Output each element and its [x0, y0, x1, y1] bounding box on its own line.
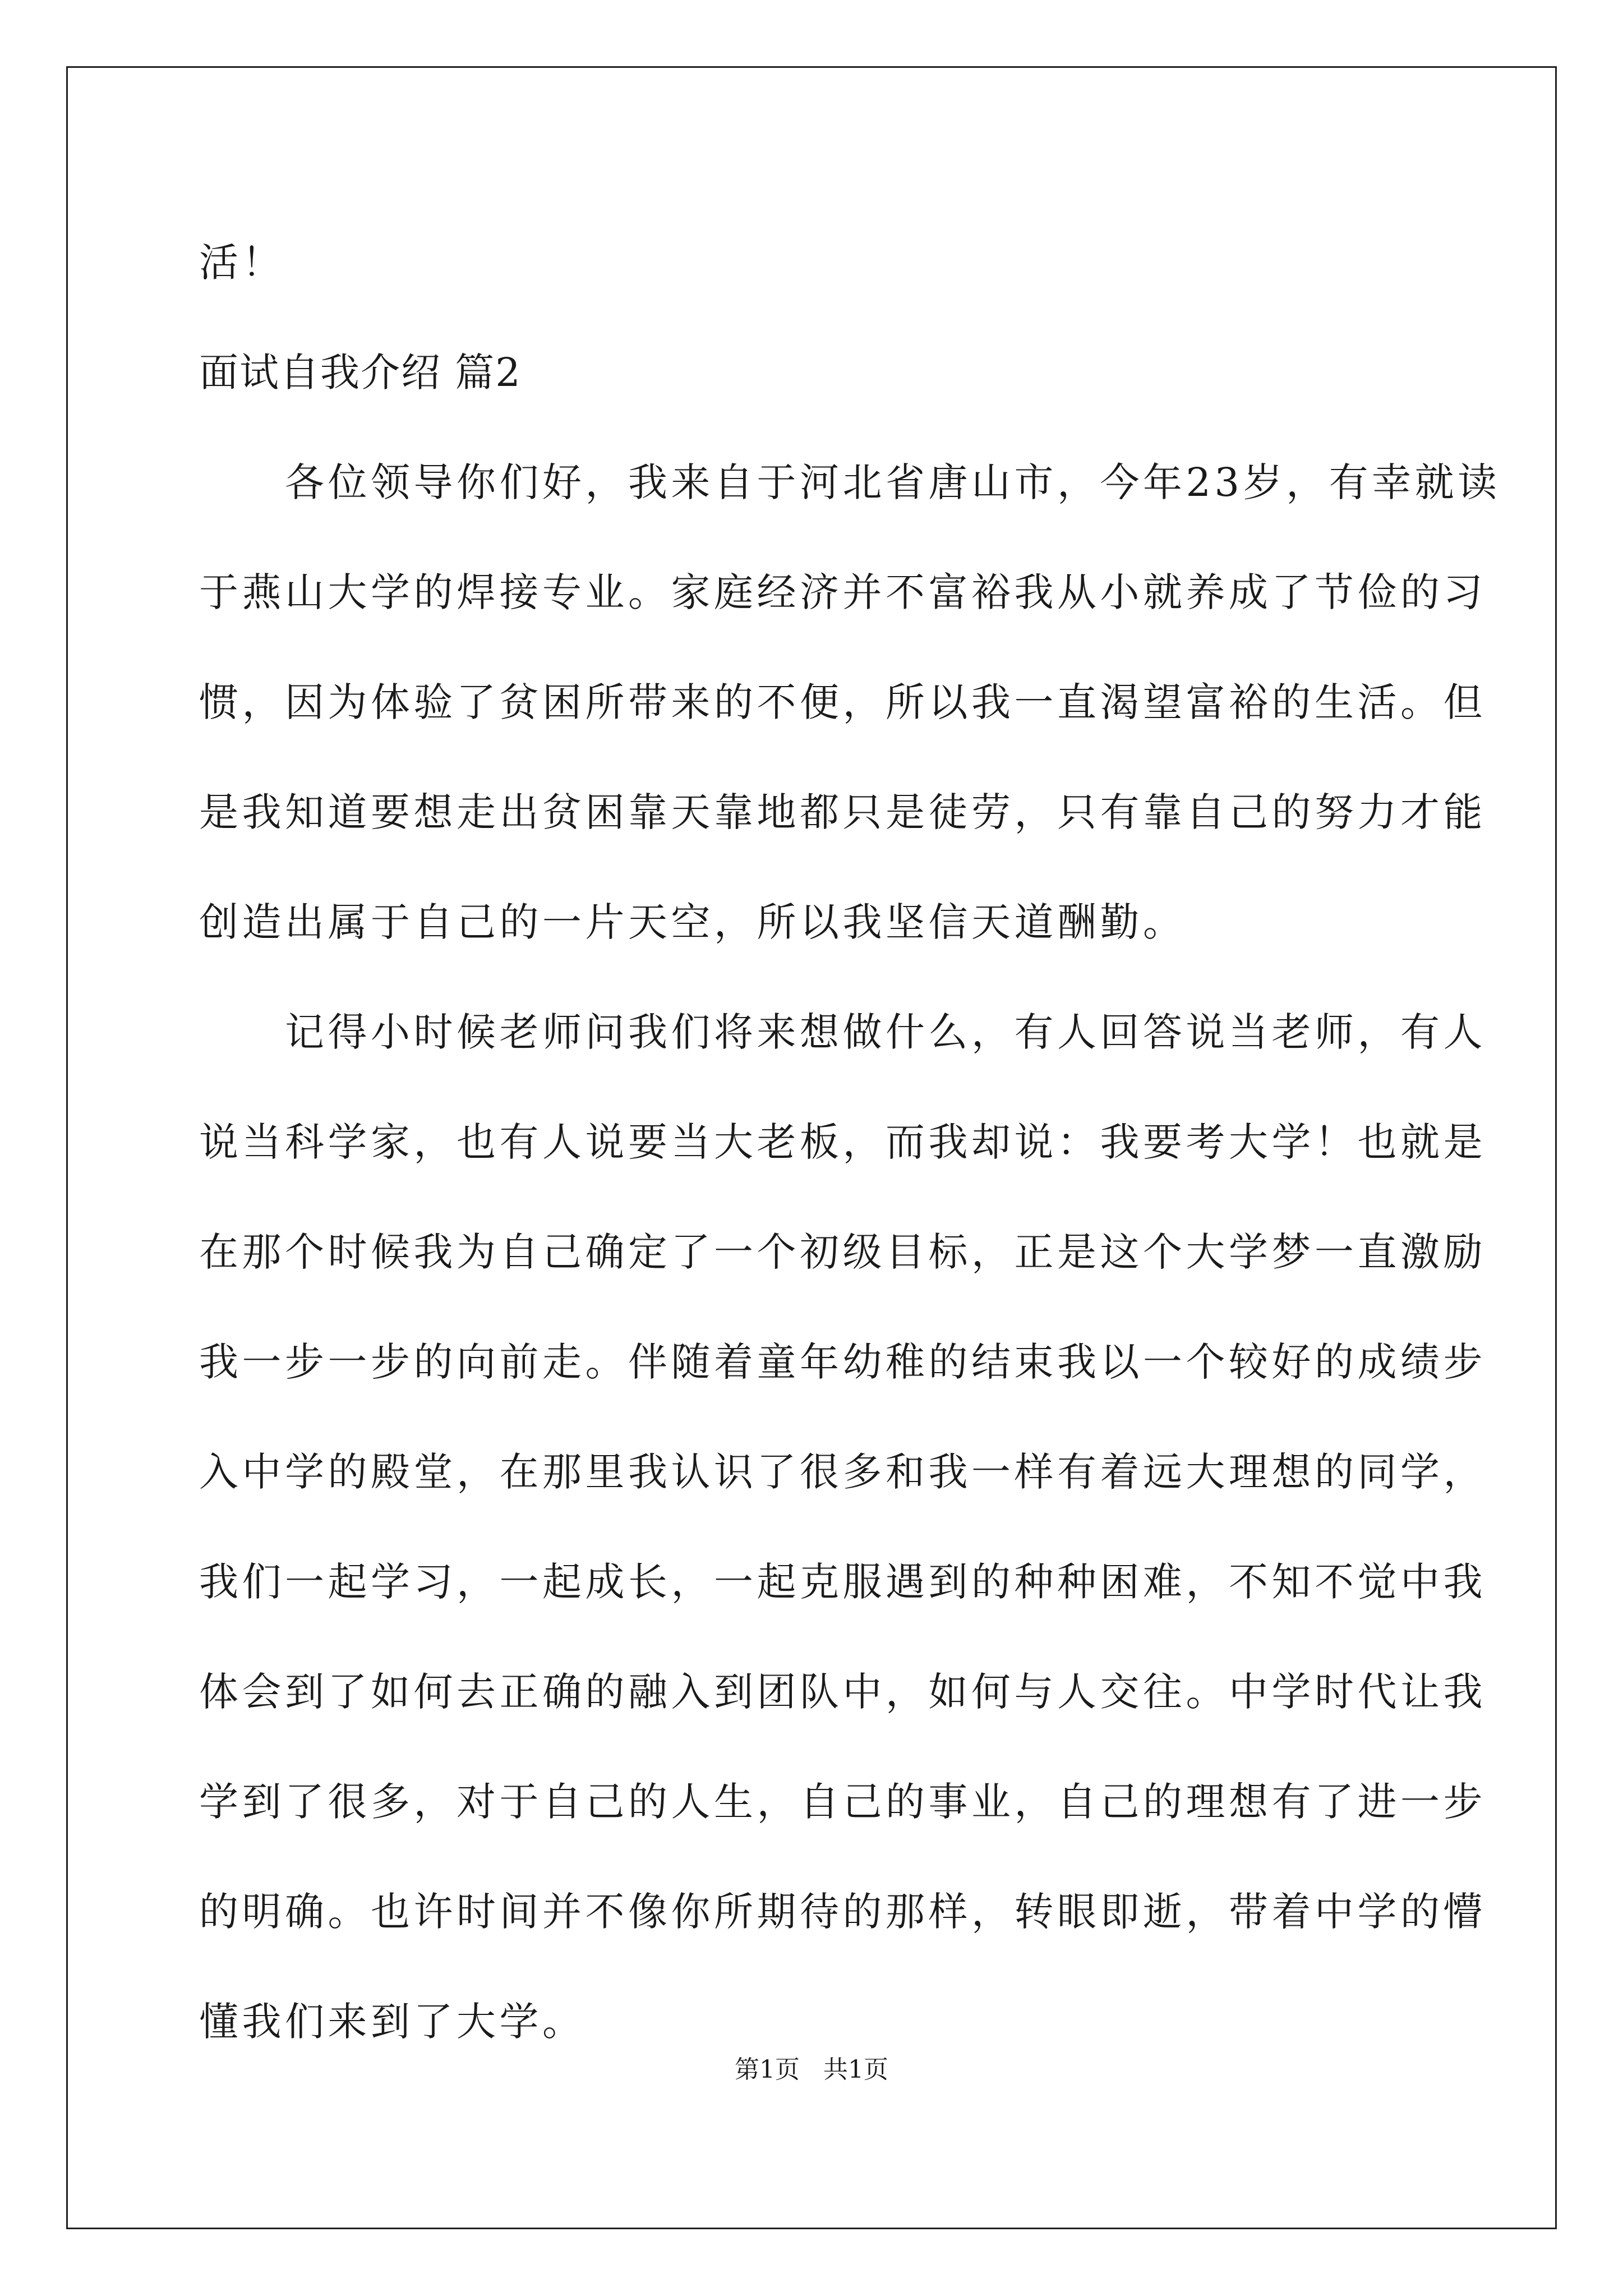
paragraph-1-line-2: 于燕山大学的焊接专业。家庭经济并不富裕我从小就养成了节俭的习	[199, 569, 1486, 615]
paragraph-2-line-5: 入中学的殿堂，在那里我认识了很多和我一样有着远大理想的同学，	[199, 1449, 1486, 1495]
text-line-continuation: 活！	[199, 240, 285, 286]
paragraph-2-line-8: 学到了很多，对于自己的人生，自己的事业，自己的理想有了进一步	[199, 1779, 1486, 1825]
paragraph-1-line-1: 各位领导你们好，我来自于河北省唐山市，今年23岁，有幸就读	[199, 459, 1501, 505]
paragraph-1-line-3: 惯，因为体验了贫困所带来的不便，所以我一直渴望富裕的生活。但	[199, 679, 1486, 725]
document-body	[199, 208, 1501, 2077]
paragraph-2-line-4: 我一步一步的向前走。伴随着童年幼稚的结束我以一个较好的成绩步	[199, 1339, 1486, 1385]
paragraph-1-line-5: 创造出属于自己的一片天空，所以我坚信天道酬勤。	[199, 899, 1186, 945]
paragraph-2-line-10: 懂我们来到了大学。	[199, 1999, 585, 2045]
paragraph-1-line-4: 是我知道要想走出贫困靠天靠地都只是徒劳，只有靠自己的努力才能	[199, 789, 1486, 835]
paragraph-2-line-1: 记得小时候老师问我们将来想做什么，有人回答说当老师，有人	[199, 1009, 1486, 1055]
paragraph-2-line-6: 我们一起学习，一起成长，一起克服遇到的种种困难，不知不觉中我	[199, 1559, 1486, 1605]
paragraph-2-line-7: 体会到了如何去正确的融入到团队中，如何与人交往。中学时代让我	[199, 1669, 1486, 1715]
page-footer: 第1页 共1页	[735, 2055, 888, 2084]
section-heading: 面试自我介绍 篇2	[199, 349, 522, 395]
paragraph-2-line-9: 的明确。也许时间并不像你所期待的那样，转眼即逝，带着中学的懵	[199, 1889, 1486, 1935]
paragraph-2-line-3: 在那个时候我为自己确定了一个初级目标，正是这个大学梦一直激励	[199, 1229, 1486, 1275]
paragraph-2-line-2: 说当科学家，也有人说要当大老板，而我却说：我要考大学！也就是	[199, 1119, 1486, 1165]
